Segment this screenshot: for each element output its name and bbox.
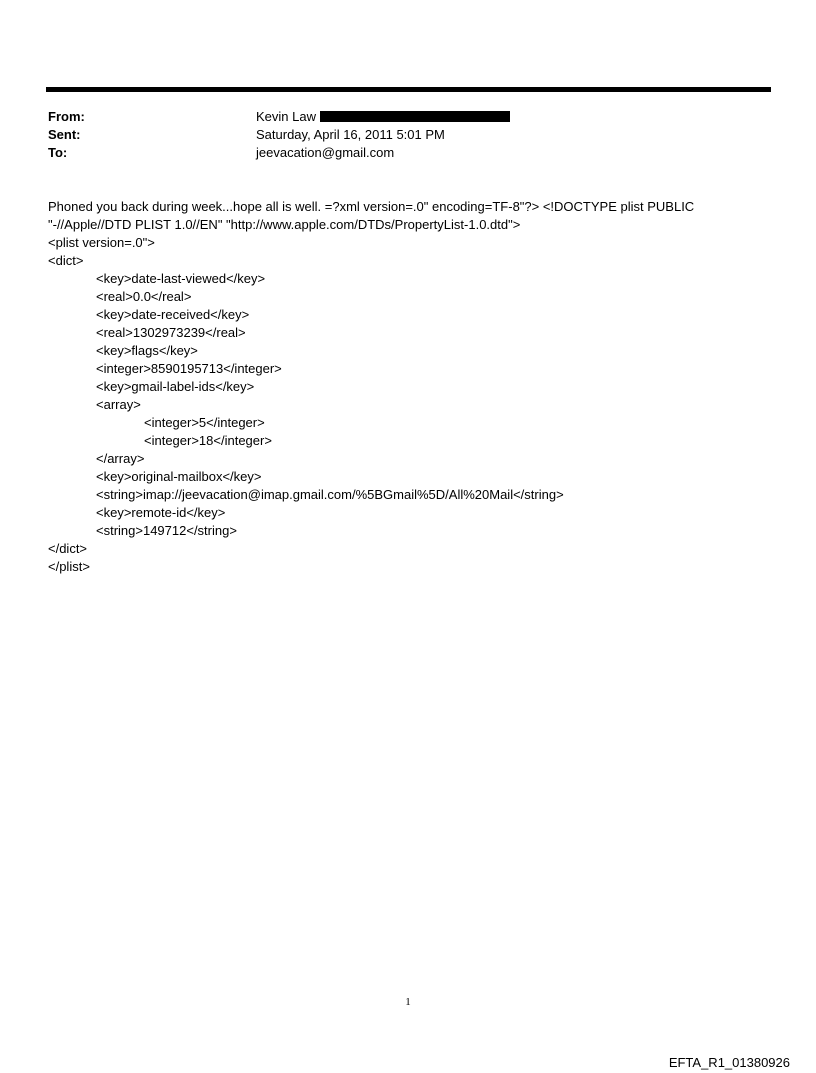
sent-value: Saturday, April 16, 2011 5:01 PM <box>256 127 445 142</box>
sent-label: Sent: <box>48 127 81 142</box>
to-row <box>48 144 748 162</box>
body-line: <key>date-received</key> <box>96 307 250 322</box>
body-line: <dict> <box>48 253 84 268</box>
body-intro: Phoned you back during week...hope all is well. =?xml version=.0" encoding=TF-8"?> <!DOCTYPE plist PUBLIC "-//Apple//DTD PLIST 1.0//EN" "http://www.apple.com/DTDs/PropertyList-1.0.dtd"> <box>48 199 695 232</box>
body-line: <key>date-last-viewed</key> <box>96 271 266 286</box>
body-line: <integer>8590195713</integer> <box>96 361 282 376</box>
from-name: Kevin Law <box>256 109 316 124</box>
body-line: <integer>5</integer> <box>144 415 265 430</box>
to-value: jeevacation@gmail.com <box>256 145 395 160</box>
from-value <box>256 108 510 126</box>
from-label: From: <box>48 109 85 124</box>
body-line: </dict> <box>48 541 88 556</box>
body-line: </plist> <box>48 559 90 574</box>
sent-row <box>48 126 748 144</box>
page-number: 1 <box>405 996 411 1008</box>
to-label: To: <box>48 145 68 160</box>
from-row <box>48 108 748 126</box>
body-line: <string>149712</string> <box>96 523 237 538</box>
body-line: <array> <box>96 397 141 412</box>
body-line: <integer>18</integer> <box>144 433 272 448</box>
email-body <box>48 198 738 576</box>
body-line: <key>gmail-label-ids</key> <box>96 379 255 394</box>
redaction-bar <box>320 111 510 122</box>
header-rule <box>46 87 771 92</box>
email-header <box>48 108 748 162</box>
body-line: <string>imap://jeevacation@imap.gmail.com/%5BGmail%5D/All%20Mail</string> <box>96 487 564 502</box>
body-line: </array> <box>96 451 145 466</box>
body-line: <real>1302973239</real> <box>96 325 246 340</box>
body-line: <key>flags</key> <box>96 343 198 358</box>
body-line: <real>0.0</real> <box>96 289 192 304</box>
body-line: <key>original-mailbox</key> <box>96 469 262 484</box>
document-id: EFTA_R1_01380926 <box>668 1055 790 1070</box>
body-line: <key>remote-id</key> <box>96 505 226 520</box>
body-line: <plist version=.0"> <box>48 235 155 250</box>
